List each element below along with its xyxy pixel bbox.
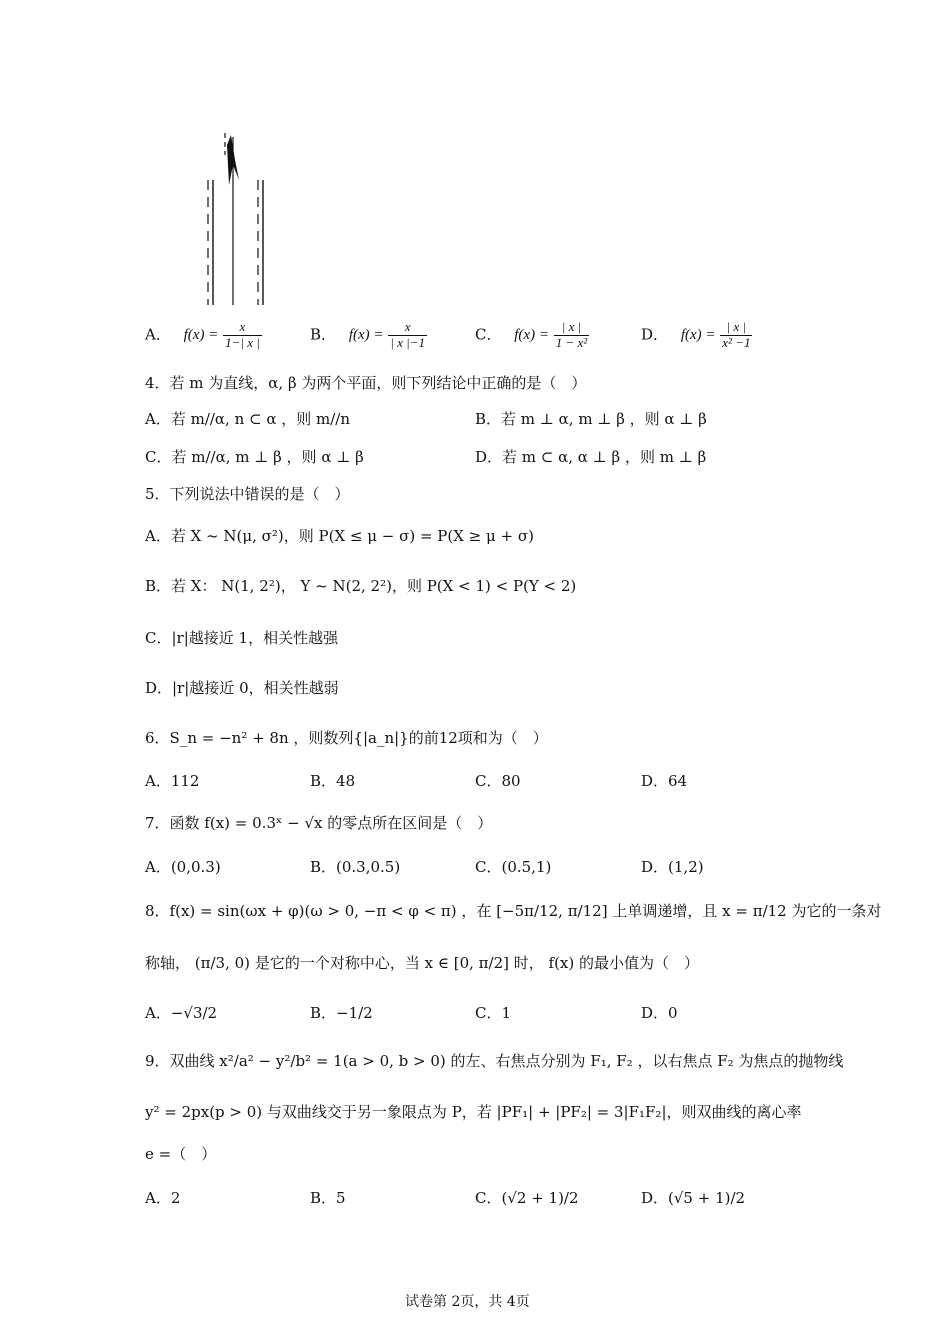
- q8-text-a: 8．f(x) = sin(ωx + φ)(ω > 0, −π < φ < π) ，在: [145, 902, 492, 920]
- q4-option-a: A．若 m//α, n ⊂ α ，则 m//n: [145, 410, 351, 428]
- option-lhs: f(x) =: [680, 327, 716, 344]
- q8-text-c: 为它的一条对: [791, 902, 882, 920]
- q8-line2: [145, 952, 699, 973]
- q3-option-d: [641, 320, 752, 351]
- option-lhs: f(x) =: [183, 327, 219, 344]
- q8-interval: [−5π/12, π/12]: [496, 902, 608, 920]
- q8-text-f: 时， f(x) 的最小值为（ ）: [513, 954, 700, 972]
- q3-option-a: [145, 320, 262, 351]
- q4-option-b: B．若 m ⊥ α, m ⊥ β ，则 α ⊥ β: [475, 410, 707, 428]
- option-letter: C．: [475, 325, 502, 344]
- q8-option-d: D．0: [641, 1004, 678, 1022]
- q3-option-c: [475, 320, 589, 351]
- q6-option-c: C．80: [475, 772, 521, 790]
- q7-stem: 7．函数 f(x) = 0.3ˣ − √x 的零点所在区间是（ ）: [145, 814, 493, 832]
- q4-option-c: C．若 m//α, m ⊥ β ，则 α ⊥ β: [145, 448, 364, 466]
- q6-option-b: B．48: [310, 772, 356, 790]
- denominator: 1 − x²: [555, 334, 588, 350]
- option-fraction: [388, 320, 427, 351]
- option-lhs: f(x) =: [514, 327, 549, 344]
- q8-center: (π/3, 0): [194, 954, 251, 972]
- q7-option-a: A．(0,0.3): [145, 858, 221, 876]
- q7-option-b: B．(0.3,0.5): [310, 858, 401, 876]
- q5-stem: 5．下列说法中错误的是（ ）: [145, 485, 350, 503]
- q8-line1: [145, 900, 882, 921]
- q4-option-d: D．若 m ⊂ α, α ⊥ β ，则 m ⊥ β: [475, 448, 707, 466]
- q5-option-c: C．|r|越接近 1，相关性越强: [145, 629, 339, 647]
- denominator: | x |−1: [390, 334, 425, 350]
- q9-line3: e =（ ）: [145, 1145, 217, 1163]
- q9-option-b: B．5: [310, 1189, 346, 1207]
- q6-stem: 6．S_n = −n² + 8n ，则数列{|a_n|}的前12项和为（ ）: [145, 729, 548, 747]
- numerator: | x |: [720, 320, 752, 336]
- q9-option-a: A．2: [145, 1189, 181, 1207]
- numerator: x: [223, 320, 262, 336]
- option-fraction: [223, 320, 262, 351]
- option-letter: D．: [641, 325, 669, 344]
- option-letter: A．: [145, 325, 171, 344]
- option-lhs: f(x) =: [348, 327, 384, 344]
- q7-option-c: C．(0.5,1): [475, 858, 552, 876]
- q8-domain: x ∈ [0, π/2]: [424, 954, 509, 972]
- denominator: x² −1: [722, 334, 751, 350]
- q8-option-a: A．−√3/2: [145, 1004, 218, 1022]
- q6-option-d: D．64: [641, 772, 688, 790]
- q9-line1: 9．双曲线 x²/a² − y²/b² = 1(a > 0, b > 0) 的左、右焦点分别为 F₁, F₂ ，以右焦点 F₂ 为焦点的抛物线: [145, 1052, 844, 1070]
- q3-option-b: [310, 320, 427, 351]
- q5-option-d: D．|r|越接近 0，相关性越弱: [145, 679, 339, 697]
- q5-option-b: B．若 X： N(1, 2²)， Y ~ N(2, 2²)，则 P(X < 1) < P(Y < 2): [145, 577, 577, 595]
- denominator: 1−| x |: [225, 334, 260, 350]
- q8-text-d: 称轴，: [145, 954, 191, 972]
- q8-axis: x = π/12: [722, 902, 787, 920]
- option-letter: B．: [310, 325, 337, 344]
- option-fraction: [720, 320, 752, 351]
- q8-option-c: C．1: [475, 1004, 512, 1022]
- q8-text-b: 上单调递增，且: [612, 902, 718, 920]
- option-fraction: [554, 320, 589, 351]
- q6-option-a: A．112: [145, 772, 200, 790]
- q9-line2: y² = 2px(p > 0) 与双曲线交于另一象限点为 P，若 |PF₁| + |PF₂| = 3|F₁F₂|，则双曲线的离心率: [145, 1103, 802, 1121]
- graph-figure: [195, 125, 275, 310]
- page-footer: 试卷第 2页，共 4页: [405, 1294, 530, 1310]
- q8-text-e: 是它的一个对称中心，当: [254, 954, 420, 972]
- numerator: x: [388, 320, 427, 336]
- q5-option-a: A．若 X ~ N(μ, σ²)，则 P(X ≤ μ − σ) = P(X ≥ μ + σ): [145, 527, 534, 545]
- q9-option-d: D．(√5 + 1)/2: [641, 1189, 746, 1207]
- q9-option-c: C．(√2 + 1)/2: [475, 1189, 579, 1207]
- q4-stem: 4．若 m 为直线，α, β 为两个平面，则下列结论中正确的是（ ）: [145, 374, 587, 392]
- numerator: | x |: [554, 320, 589, 336]
- q7-option-d: D．(1,2): [641, 858, 704, 876]
- q8-option-b: B．−1/2: [310, 1004, 373, 1022]
